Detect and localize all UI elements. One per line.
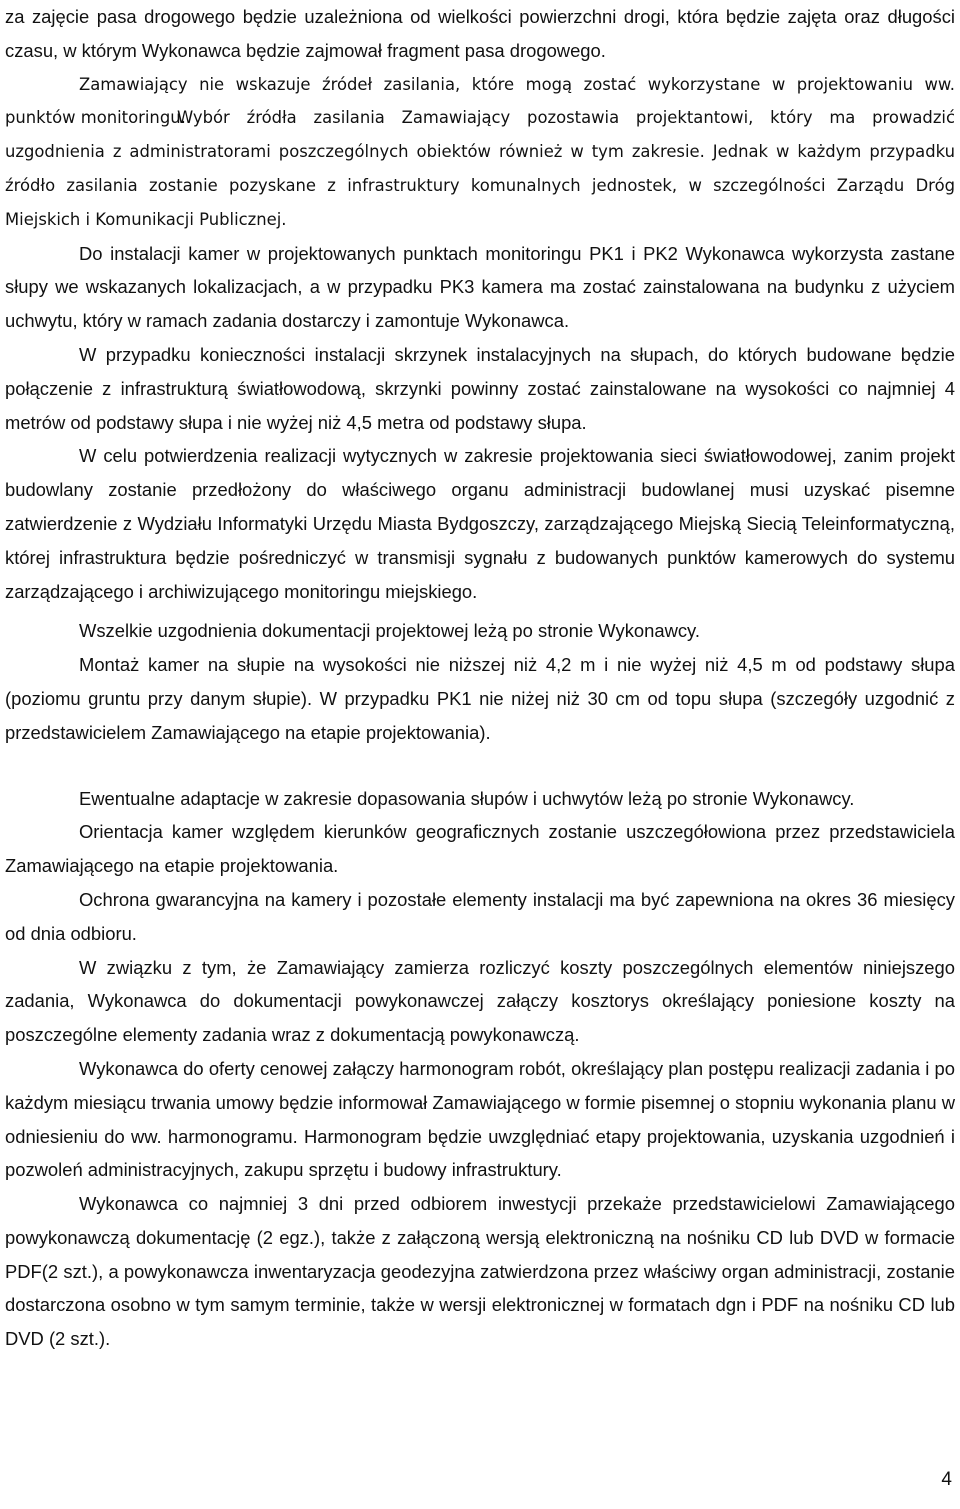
paragraph-warranty: Ochrona gwarancyjna na kamery i pozostałe elementy instalacji ma być zapewniona na okres 36 miesięcy od dnia odbioru. bbox=[5, 888, 955, 944]
paragraph-lane-occupation-fee: za zajęcie pasa drogowego będzie uzależniona od wielkości powierzchni drogi, która będzie zajęta oraz długości czasu, w którym Wykonawca będzie zajmował fragment pasa drogowego. bbox=[5, 6, 955, 61]
paragraph-installation-boxes: W przypadku konieczności instalacji skrzynek instalacyjnych na słupach, do których budowane będzie połączenie z infrastrukturą światłowodową, skrzynki powinny zostać zainstalowane na wysokości co najmniej 4 metrów od podstawy słupa i nie wyżej niż 4,5 metra od podstawy słupa. bbox=[5, 343, 955, 433]
paragraph-power-source-choice: Wybór źródła zasilania Zamawiający pozostawia projektantowi, który ma prowadzić uzgodnienia z administratorami poszczególnych obiektów również w tym zakresie. Jednak w każdym przypadku źródło zasilania zostanie pozyskane z infrastruktury komunalnych jednostek, w szczególności Zarządu Dróg Miejskich i Komunikacji Publicznej. bbox=[5, 108, 955, 229]
paragraph-adaptations: Ewentualne adaptacje w zakresie dopasowania słupów i uchwytów leżą po stronie Wykonawcy. bbox=[79, 787, 855, 809]
paragraph-power-sources-not-indicated: Zamawiający nie wskazuje źródeł zasilania, które mogą zostać wykorzystane w projektowaniu ww. punktów monitoringu. bbox=[5, 74, 955, 128]
paragraph-cost-estimate: W związku z tym, że Zamawiający zamierza rozliczyć koszty poszczególnych elementów niniejszego zadania, Wykonawca do dokumentacji powykonawczej załączy kosztorys określający poniesione koszty na poszczególne elementy zadania wraz z dokumentacją powykonawczą. bbox=[5, 956, 955, 1046]
paragraph-camera-mounting-height: Montaż kamer na słupie na wysokości nie niższej niż 4,2 m i nie wyżej niż 4,5 m od podstawy słupa (poziomu gruntu przy danym słupie). W przypadku PK1 nie niżej niż 30 cm od topu słupa (szczegóły uzgodnić z przedstawicielem Zamawiającego na etapie projektowania). bbox=[5, 654, 955, 743]
paragraph-work-schedule: Wykonawca do oferty cenowej załączy harmonogram robót, określający plan postępu realizacji zadania i po każdym miesiącu trwania umowy będzie informował Zamawiającego w formie pisemnej o stopniu wykonania planu w odniesieniu do ww. harmonogramu. Harmonogram będzie uwzględniać etapy projektowania, uzyskania uzgodnień i pozwoleń administracyjnych, zakupu sprzętu i budowy infrastruktury. bbox=[5, 1057, 955, 1181]
document-page bbox=[5, 0, 955, 1356]
paragraph-as-built-documentation: Wykonawca co najmniej 3 dni przed odbiorem inwestycji przekaże przedstawicielowi Zamawiającego powykonawczą dokumentację (2 egz.), także z załączoną wersją elektroniczną na nośniku CD lub DVD w formacie PDF(2 szt.), a powykonawcza inwentaryzacja geodezyjna zatwierdzona przez właściwy organ administracji, zostanie dostarczona osobno w tym samym terminie, także w wersji elektronicznej w formatach dgn i PDF na nośniku CD lub DVD (2 szt.). bbox=[5, 1193, 955, 1350]
page-number: 4 bbox=[941, 1469, 952, 1490]
paragraph-fiber-design-approval: W celu potwierdzenia realizacji wytycznych w zakresie projektowania sieci światłowodowej, zanim projekt budowlany zostanie przedłożony do właściwego organu administracji budowlanej musi uzyskać pisemne zatwierdzenie z Wydziału Informatyki Urzędu Miasta Bydgoszczy, zarządzającego Miejską Siecią Teleinformatyczną, której infrastruktura będzie pośredniczyć w transmisji sygnału z budowanych punktów kamerowych do systemu zarządzającego i archiwizującego monitoringu miejskiego. bbox=[5, 445, 955, 602]
paragraph-camera-orientation: Orientacja kamer względem kierunków geograficznych zostanie uszczegółowiona przez przedstawiciela Zamawiającego na etapie projektowania. bbox=[5, 821, 955, 877]
paragraph-design-arrangements: Wszelkie uzgodnienia dokumentacji projektowej leżą po stronie Wykonawcy. bbox=[79, 620, 700, 642]
paragraph-camera-installation-poles: Do instalacji kamer w projektowanych punktach monitoringu PK1 i PK2 Wykonawca wykorzysta zastane słupy we wskazanych lokalizacjach, a w przypadku PK3 kamera ma zostać zainstalowana na budynku z użyciem uchwytu, który w ramach zadania dostarczy i zamontuje Wykonawca. bbox=[5, 242, 955, 332]
